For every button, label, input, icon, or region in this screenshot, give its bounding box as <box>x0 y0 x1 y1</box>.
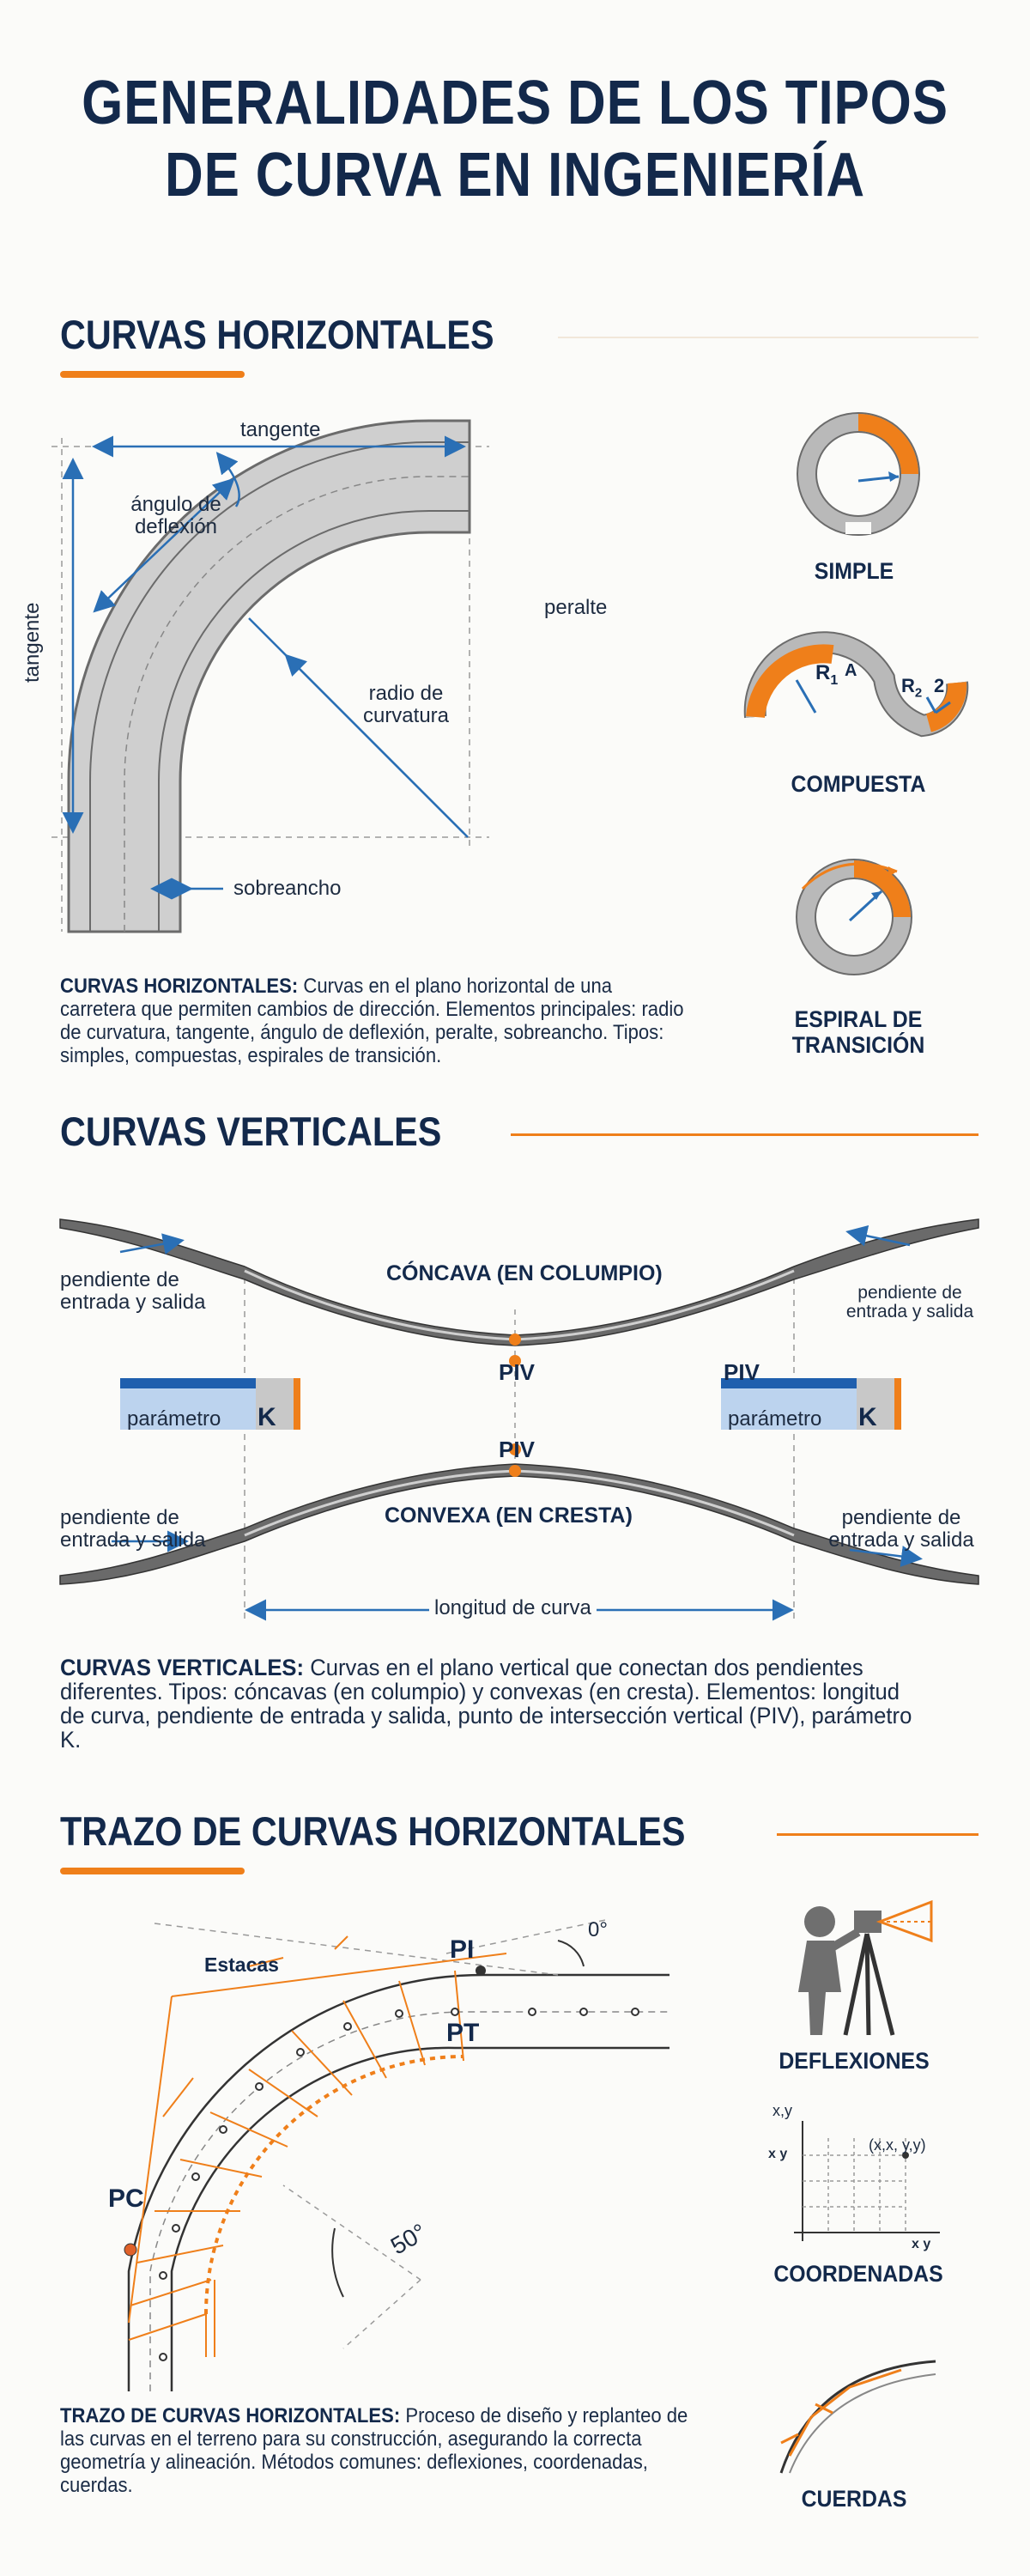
chords-icon <box>764 2353 953 2482</box>
label-pendiente-left-top-line2: entrada y salida <box>60 1291 206 1314</box>
section-heading-horizontales: CURVAS HORIZONTALES <box>60 312 494 357</box>
label-pendiente-right-top-line2: entrada y salida <box>845 1302 974 1321</box>
label-k-right: K <box>858 1403 877 1431</box>
coord-label-point: (x,x, y,y) <box>869 2136 926 2154</box>
r2-letter: R <box>901 675 915 696</box>
caption-deflexiones: DEFLEXIONES <box>779 2048 930 2074</box>
section-heading-verticales: CURVAS VERTICALES <box>60 1109 442 1154</box>
label-sobreancho: sobreancho <box>233 877 342 900</box>
section-rule <box>511 1133 978 1136</box>
label-pendiente-right-top <box>837 1284 983 1321</box>
label-pendiente-left-top <box>60 1269 205 1314</box>
compuesta-label-r1 <box>815 661 838 689</box>
label-pc: PC <box>108 2184 144 2213</box>
description-horizontales-text: Curvas en el plano horizontal de una carretera que permiten cambios de dirección. Elementos principales: radio de curvatura, tangente, ángulo de deflexión, peralte, sobreancho. Tipos: simples, compuestas, espirales de transición. <box>60 975 684 1067</box>
page-title <box>72 67 958 211</box>
label-pi: PI <box>450 1935 475 1964</box>
label-pendiente-right-top-line1: pendiente de <box>857 1283 962 1303</box>
section-underline <box>60 1868 245 1874</box>
section-rule <box>777 1833 978 1836</box>
label-pendiente-right-bottom-line1: pendiente de <box>841 1506 961 1529</box>
description-trazo <box>60 2404 692 2497</box>
label-peralte: peralte <box>544 596 608 619</box>
caption-espiral-line2: TRANSICIÓN <box>791 1032 925 1058</box>
label-pendiente-left-bottom-line1: pendiente de <box>60 1506 179 1529</box>
compuesta-label-two: 2 <box>934 675 945 696</box>
label-radio-curvatura <box>350 683 462 727</box>
caption-simple: SIMPLE <box>814 558 894 584</box>
surveyor-icon <box>772 1898 944 2035</box>
spiral-curve-icon <box>777 850 923 979</box>
label-pendiente-left-bottom-line2: entrada y salida <box>60 1528 206 1552</box>
label-estacas: Estacas <box>204 1953 279 1976</box>
section-heading-trazo: TRAZO DE CURVAS HORIZONTALES <box>60 1808 686 1854</box>
description-horizontales <box>60 975 692 1067</box>
section-underline <box>60 371 245 378</box>
page-title-line2: DE CURVA EN INGENIERÍA <box>165 141 865 210</box>
description-verticales-text: Curvas en el plano vertical que conectan dos pendientes diferentes. Tipos: cóncavas (en columpio) y convexas (en cresta). Elementos: longitud de curva, pendiente de entrada y salida, punto de intersección vertical (PIV), parámetro K. <box>60 1655 912 1753</box>
label-k-left: K <box>258 1403 276 1431</box>
description-horizontales-title: CURVAS HORIZONTALES: <box>60 975 299 998</box>
caption-espiral <box>775 1006 941 1058</box>
label-parametro-right: parámetro <box>728 1407 822 1431</box>
description-verticales <box>60 1656 924 1752</box>
label-angulo-deflexion <box>120 494 232 538</box>
label-piv-bottom: PIV <box>499 1437 535 1462</box>
label-pendiente-left-top-line1: pendiente de <box>60 1268 179 1291</box>
label-pendiente-right-bottom <box>824 1507 978 1552</box>
coord-label-axis: x,y <box>772 2102 793 2119</box>
r2-subscript: 2 <box>914 685 923 701</box>
coord-label-bottom: x y <box>912 2237 931 2251</box>
label-radio-line1: radio de <box>368 682 444 705</box>
r1-letter: R <box>815 661 831 684</box>
coordinates-grid-icon <box>777 2112 948 2250</box>
caption-cuerdas: CUERDAS <box>801 2486 907 2512</box>
label-tangente-top: tangente <box>240 418 321 441</box>
simple-curve-icon <box>794 412 931 541</box>
trazo-layout-diagram <box>77 1902 687 2400</box>
label-parametro-left: parámetro <box>127 1407 221 1431</box>
page-title-line1: GENERALIDADES DE LOS TIPOS <box>82 69 948 137</box>
horizontal-curve-diagram <box>52 404 498 936</box>
caption-coordenadas: COORDENADAS <box>773 2261 943 2287</box>
compuesta-label-r2 <box>901 675 922 700</box>
label-convexa: CONVEXA (EN CRESTA) <box>385 1504 633 1528</box>
description-trazo-text: Proceso de diseño y replanteo de las curvas en el terreno para su construcción, asegurando la correcta geometría y alineación. Métodos comunes: deflexiones, coordenadas, cuerdas. <box>60 2404 688 2497</box>
label-longitud-curva: longitud de curva <box>429 1597 597 1619</box>
label-tangente-side: tangente <box>21 602 44 683</box>
label-pendiente-right-bottom-line2: entrada y salida <box>828 1528 974 1552</box>
caption-compuesta: COMPUESTA <box>791 771 926 797</box>
label-pt: PT <box>446 2019 480 2047</box>
compuesta-label-a: A <box>845 661 857 680</box>
r1-subscript: 1 <box>830 672 839 688</box>
label-piv-top: PIV <box>499 1359 535 1385</box>
label-angulo-line1: ángulo de <box>130 493 221 516</box>
label-angulo-line2: deflexión <box>134 515 218 538</box>
section-rule <box>558 337 978 338</box>
label-concava: CÓNCAVA (EN COLUMPIO) <box>386 1261 663 1285</box>
description-trazo-title: TRAZO DE CURVAS HORIZONTALES: <box>60 2404 401 2427</box>
label-piv-right: PIV <box>724 1359 760 1385</box>
description-verticales-title: CURVAS VERTICALES: <box>60 1655 305 1680</box>
label-delta-angle: 0° <box>588 1918 608 1941</box>
label-pendiente-left-bottom <box>60 1507 205 1552</box>
caption-espiral-line1: ESPIRAL DE <box>794 1006 923 1032</box>
coord-label-left: x y <box>768 2147 788 2161</box>
label-radio-line2: curvatura <box>362 704 450 727</box>
label-angle-50: 50° <box>385 2218 432 2260</box>
